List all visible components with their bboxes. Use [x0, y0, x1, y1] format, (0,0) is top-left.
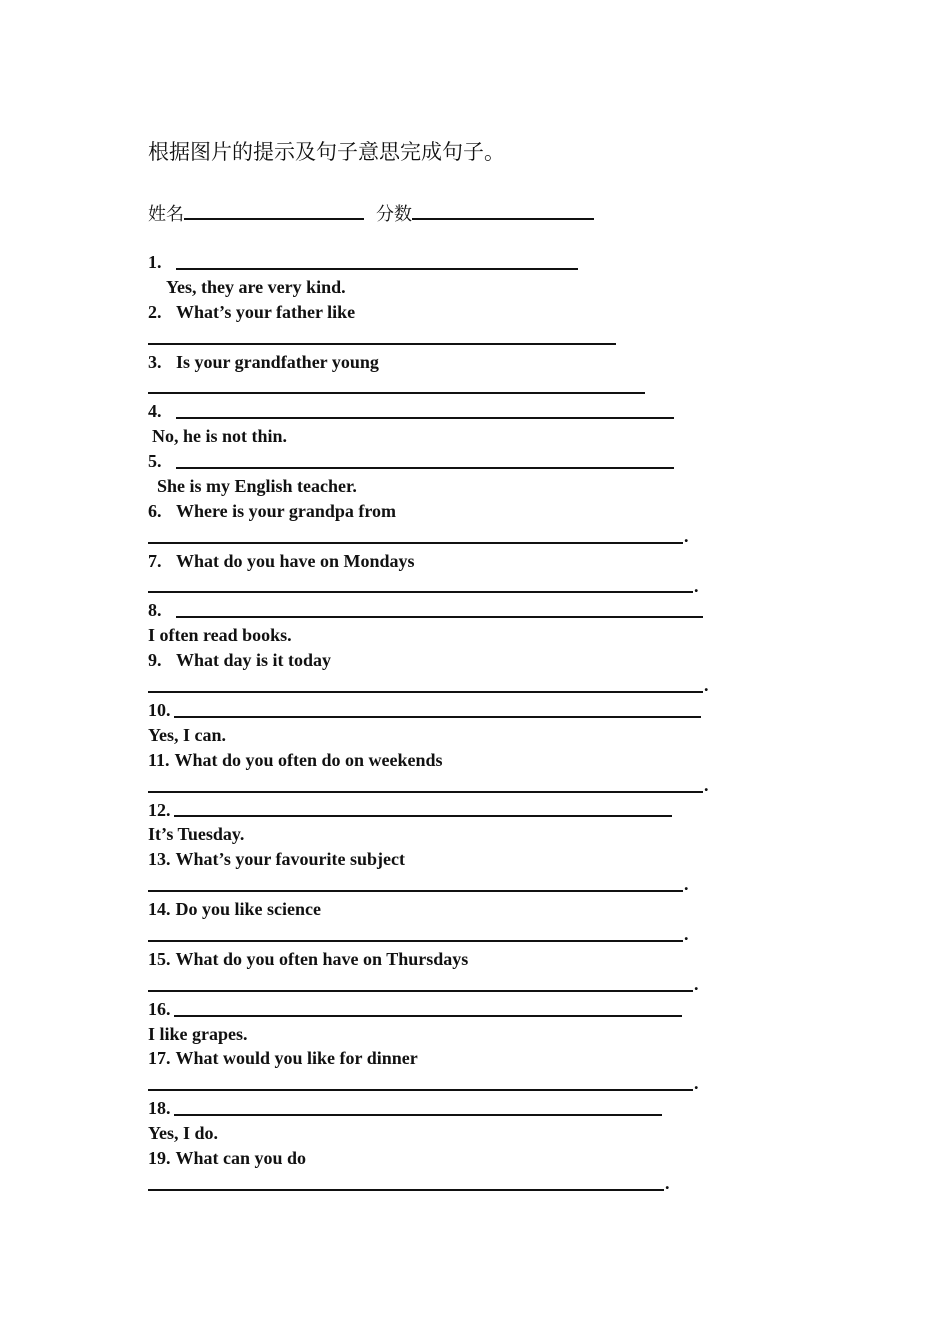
list-item-16-line	[148, 997, 748, 1022]
item-answer: Yes, I can.	[148, 724, 227, 745]
item-number: 19.	[148, 1148, 171, 1169]
item-answer-row	[148, 822, 748, 847]
item-number: 4.	[148, 401, 162, 422]
period-mark: .	[665, 1172, 670, 1193]
item-number: 5.	[148, 451, 162, 472]
list-item-12-line	[148, 798, 748, 823]
list-item-2-line	[148, 300, 748, 325]
answer-blank-18[interactable]	[174, 1114, 662, 1116]
score-label: 分数	[376, 204, 412, 225]
answer-blank-14[interactable]	[148, 940, 683, 942]
item-answer-row	[148, 275, 748, 300]
period-mark: .	[694, 1073, 699, 1094]
item-number: 1.	[148, 251, 162, 272]
item-question: Do you like science	[175, 899, 321, 920]
item-answer: It’s Tuesday.	[148, 824, 245, 845]
answer-blank-17[interactable]	[148, 1089, 693, 1091]
list-item-13-line	[148, 847, 748, 872]
answer-blank-10[interactable]	[174, 716, 701, 718]
item-answer: No, he is not thin.	[152, 426, 288, 447]
answer-line-row	[148, 374, 748, 399]
item-answer-row	[148, 1022, 748, 1047]
answer-blank-9[interactable]	[148, 691, 703, 693]
page-title: 根据图片的提示及句子意思完成句子。	[148, 140, 505, 164]
answer-line-row	[148, 1071, 748, 1096]
period-mark: .	[694, 973, 699, 994]
item-question: Is your grandfather young	[176, 351, 379, 372]
item-number: 11.	[148, 749, 170, 770]
score-blank[interactable]	[412, 202, 594, 220]
name-score-row	[148, 200, 594, 226]
item-answer: I often read books.	[148, 625, 292, 646]
item-question: What’s your favourite subject	[175, 849, 405, 870]
list-item-10-line	[148, 698, 748, 723]
answer-blank-3[interactable]	[148, 392, 645, 394]
answer-line-row	[148, 673, 748, 698]
item-answer-row	[148, 723, 748, 748]
item-number: 12.	[148, 799, 171, 820]
list-item-6-line	[148, 499, 748, 524]
answer-blank-8[interactable]	[176, 616, 703, 618]
list-item-3-line	[148, 350, 748, 375]
answer-blank-19[interactable]	[148, 1189, 664, 1191]
item-answer: Yes, I do.	[148, 1123, 219, 1144]
list-item-19-line	[148, 1146, 748, 1171]
item-number: 13.	[148, 849, 171, 870]
item-question: What can you do	[175, 1148, 307, 1169]
period-mark: .	[694, 575, 699, 596]
answer-line-row	[148, 872, 748, 897]
item-number: 8.	[148, 600, 162, 621]
list-item-7-line	[148, 549, 748, 574]
period-mark: .	[704, 675, 709, 696]
answer-line-row	[148, 922, 748, 947]
answer-blank-15[interactable]	[148, 990, 693, 992]
name-blank[interactable]	[184, 202, 364, 220]
list-item-14-line	[148, 897, 748, 922]
item-number: 3.	[148, 351, 162, 372]
item-answer-row	[148, 623, 748, 648]
answer-blank-12[interactable]	[174, 815, 672, 817]
answer-line-row	[148, 972, 748, 997]
answer-blank-2[interactable]	[148, 343, 616, 345]
item-number: 6.	[148, 500, 162, 521]
item-question: What do you have on Mondays	[176, 550, 415, 571]
answer-line-row	[148, 1171, 748, 1196]
answer-blank-5[interactable]	[176, 467, 674, 469]
item-number: 16.	[148, 998, 171, 1019]
list-item-1-line	[148, 250, 748, 275]
exercise-list	[148, 250, 748, 1196]
answer-line-row	[148, 773, 748, 798]
item-question: What day is it today	[176, 650, 332, 671]
answer-blank-6[interactable]	[148, 542, 683, 544]
item-answer-row	[148, 424, 748, 449]
answer-blank-7[interactable]	[148, 591, 693, 593]
item-answer: I like grapes.	[148, 1023, 248, 1044]
answer-line-row	[148, 574, 748, 599]
item-answer: She is my English teacher.	[157, 476, 357, 496]
item-question: What do you often do on weekends	[174, 749, 443, 770]
answer-line-row	[148, 325, 748, 350]
list-item-5-line	[148, 449, 748, 474]
list-item-9-line	[148, 648, 748, 673]
answer-blank-11[interactable]	[148, 791, 703, 793]
period-mark: .	[684, 924, 689, 945]
item-answer-row	[148, 1121, 748, 1146]
item-number: 18.	[148, 1098, 171, 1119]
period-mark: .	[684, 525, 689, 546]
item-number: 14.	[148, 899, 171, 920]
list-item-15-line	[148, 947, 748, 972]
answer-blank-13[interactable]	[148, 890, 683, 892]
answer-blank-1[interactable]	[176, 268, 578, 270]
item-number: 10.	[148, 700, 171, 721]
item-number: 7.	[148, 550, 162, 571]
item-number: 9.	[148, 650, 162, 671]
item-question: What do you often have on Thursdays	[175, 948, 469, 969]
list-item-11-line	[148, 748, 748, 773]
list-item-18-line	[148, 1096, 748, 1121]
item-question: What’s your father like	[176, 301, 356, 322]
item-answer-row	[148, 474, 748, 499]
answer-blank-16[interactable]	[174, 1015, 682, 1017]
list-item-8-line	[148, 598, 748, 623]
item-number: 2.	[148, 301, 162, 322]
list-item-17-line	[148, 1047, 748, 1072]
item-number: 17.	[148, 1048, 171, 1069]
item-question: Where is your grandpa from	[176, 500, 397, 521]
name-label: 姓名	[148, 204, 184, 225]
period-mark: .	[684, 874, 689, 895]
period-mark: .	[704, 774, 709, 795]
list-item-4-line	[148, 399, 748, 424]
answer-line-row	[148, 524, 748, 549]
answer-blank-4[interactable]	[176, 417, 674, 419]
item-answer: Yes, they are very kind.	[166, 276, 346, 297]
item-number: 15.	[148, 948, 171, 969]
item-question: What would you like for dinner	[175, 1048, 418, 1069]
